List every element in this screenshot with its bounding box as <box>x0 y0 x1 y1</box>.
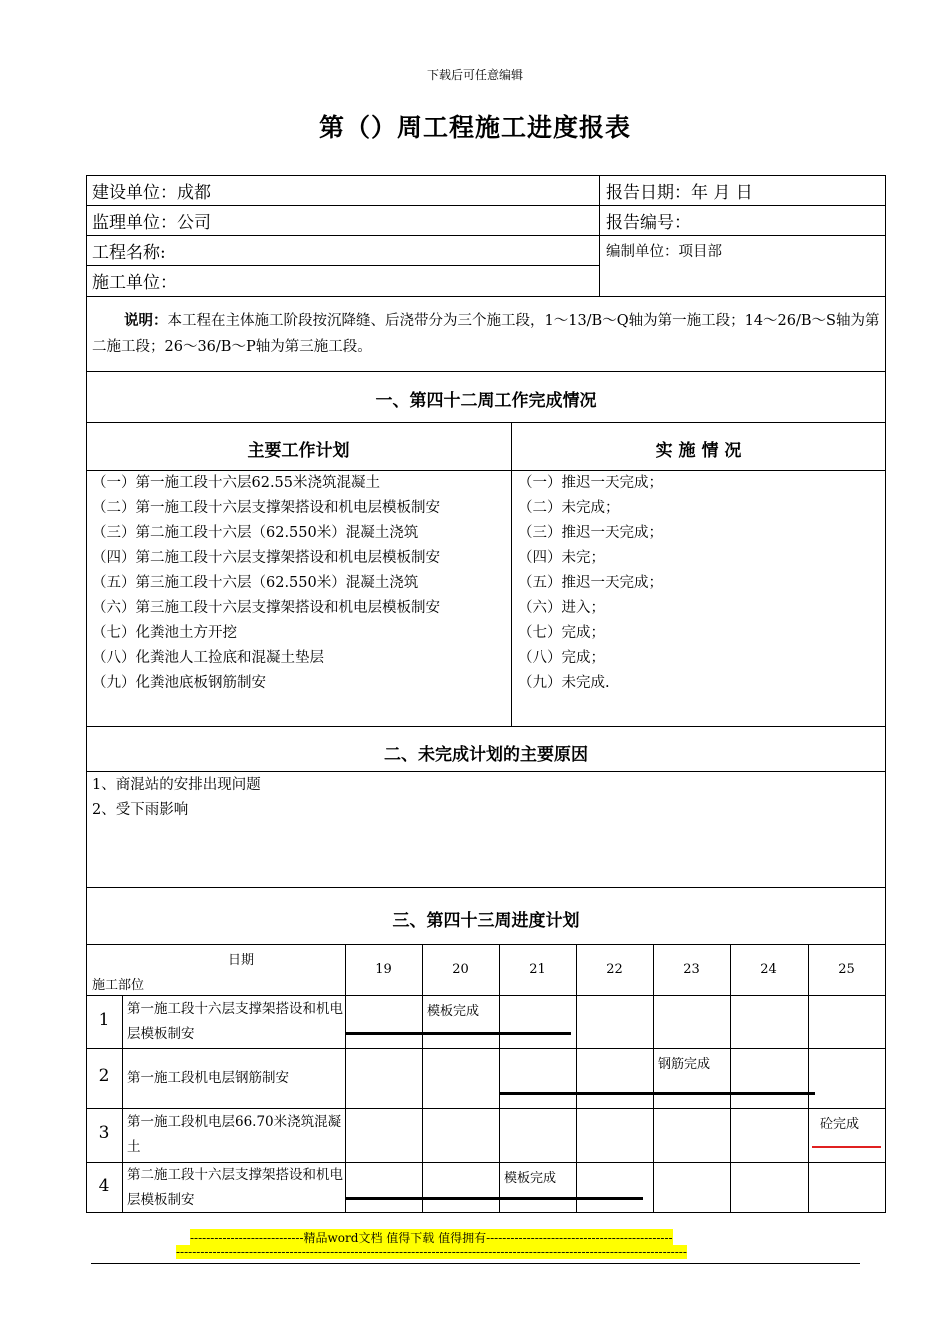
row-number: 4 <box>98 1175 110 1196</box>
status-item: （二）未完成； <box>518 500 620 516</box>
reason-item: 2、受下雨影响 <box>92 802 189 818</box>
reason-item: 1、商混站的安排出现问题 <box>92 777 261 793</box>
divider <box>576 944 577 1213</box>
progress-note: 模板完成 <box>504 1171 557 1186</box>
status-list <box>518 471 663 696</box>
task-name: 第一施工段机电层钢筋制安 <box>127 1069 289 1086</box>
divider <box>86 296 886 297</box>
description-text: 本工程在主体施工阶段按沉降缝、后浇带分为三个施工段，1～13/B～Q轴为第一施工段；14～26/B～S轴为第二施工段；26～36/B～P轴为第三施工段。 <box>92 313 880 355</box>
progress-note: 模板完成 <box>427 1004 480 1019</box>
divider <box>808 944 809 1213</box>
divider <box>422 944 423 1213</box>
section2-title: 二、未完成计划的主要原因 <box>384 745 588 765</box>
section1-title: 一、第四十二周工作完成情况 <box>375 391 597 411</box>
task-name: 第一施工段十六层支撑架搭设和机电层模板制安 <box>127 1000 343 1042</box>
divider <box>345 944 346 1213</box>
prepared-by-field: 编制单位：项目部 <box>606 244 722 260</box>
project-name-field: 工程名称: <box>92 243 166 263</box>
status-item: （七）完成； <box>518 625 605 641</box>
contractor-field: 施工单位： <box>92 273 177 293</box>
plan-item: （六）第三施工段十六层支撑架搭设和机电层模板制安 <box>92 600 440 616</box>
plan-item: （五）第三施工段十六层（62.550米）混凝土浇筑 <box>92 575 419 591</box>
footer-rule <box>91 1263 860 1264</box>
footer-banner: ----------------------------精品word文档 值得下载 值得拥有---------------------------------------------- <box>190 1231 673 1245</box>
footer-banner-line: ------------------------------------------------------------------------------------------------------------------------------ <box>176 1245 687 1259</box>
day-header: 23 <box>683 962 700 977</box>
row-number: 2 <box>98 1066 110 1086</box>
progress-bar <box>345 1197 643 1200</box>
date-header: 日期 <box>228 953 255 968</box>
row-number: 1 <box>98 1009 110 1030</box>
report-date-field: 报告日期：年 月 日 <box>606 183 753 203</box>
progress-bar <box>345 1032 571 1035</box>
day-header: 24 <box>760 962 777 977</box>
status-item: （六）进入； <box>518 600 605 616</box>
plan-item: （七）化粪池土方开挖 <box>92 625 237 641</box>
progress-bar <box>499 1092 815 1095</box>
divider <box>499 944 500 1213</box>
progress-note: 砼完成 <box>820 1117 860 1132</box>
page-title: 第（）周工程施工进度报表 <box>318 113 631 142</box>
progress-note: 钢筋完成 <box>658 1057 711 1072</box>
divider <box>86 205 886 206</box>
divider <box>122 995 123 1213</box>
task-name: 第一施工段机电层66.70米浇筑混凝土 <box>127 1114 342 1155</box>
divider <box>86 371 886 372</box>
day-header: 22 <box>606 962 623 977</box>
divider <box>511 422 512 726</box>
header-note: 下载后可任意编辑 <box>426 68 523 82</box>
divider <box>86 1048 886 1049</box>
plan-item: （一）第一施工段十六层62.55米浇筑混凝土 <box>92 475 381 491</box>
divider <box>730 944 731 1213</box>
divider <box>86 265 599 266</box>
plan-item: （九）化粪池底板钢筋制安 <box>92 675 266 691</box>
status-item: （五）推迟一天完成； <box>518 575 663 591</box>
supervisor-field: 监理单位：公司 <box>92 213 211 233</box>
day-header: 19 <box>375 962 392 977</box>
day-header: 20 <box>452 962 469 977</box>
status-column-header: 实 施 情 况 <box>655 441 742 461</box>
day-header: 25 <box>838 962 855 977</box>
reason-list <box>92 773 261 823</box>
report-number-field: 报告编号： <box>606 213 691 233</box>
divider <box>86 422 886 423</box>
status-item: （四）未完； <box>518 550 605 566</box>
progress-bar <box>812 1146 881 1148</box>
description-label: 说明： <box>124 312 168 329</box>
day-header: 21 <box>529 962 546 977</box>
description <box>92 308 882 360</box>
row-number: 3 <box>98 1123 110 1143</box>
status-item: （八）完成； <box>518 650 605 666</box>
part-header: 施工部位 <box>92 978 145 993</box>
divider <box>599 175 600 296</box>
divider <box>86 887 886 888</box>
task-name: 第二施工段十六层支撑架搭设和机电层模板制安 <box>127 1166 343 1208</box>
status-item: （三）推迟一天完成； <box>518 525 663 541</box>
plan-column-header: 主要工作计划 <box>247 441 350 461</box>
divider <box>653 944 654 1213</box>
plan-item: （二）第一施工段十六层支撑架搭设和机电层模板制安 <box>92 500 440 516</box>
divider <box>86 235 886 236</box>
plan-item: （四）第二施工段十六层支撑架搭设和机电层模板制安 <box>92 550 440 566</box>
plan-list <box>92 471 440 696</box>
divider <box>86 771 886 772</box>
status-item: （九）未完成. <box>518 675 610 691</box>
section3-title: 三、第四十三周进度计划 <box>392 911 580 931</box>
divider <box>86 726 886 727</box>
divider <box>86 1108 886 1109</box>
plan-item: （八）化粪池人工捡底和混凝土垫层 <box>92 650 324 666</box>
owner-field: 建设单位：成都 <box>92 183 211 203</box>
plan-item: （三）第二施工段十六层（62.550米）混凝土浇筑 <box>92 525 419 541</box>
status-item: （一）推迟一天完成； <box>518 475 663 491</box>
divider <box>86 944 886 945</box>
